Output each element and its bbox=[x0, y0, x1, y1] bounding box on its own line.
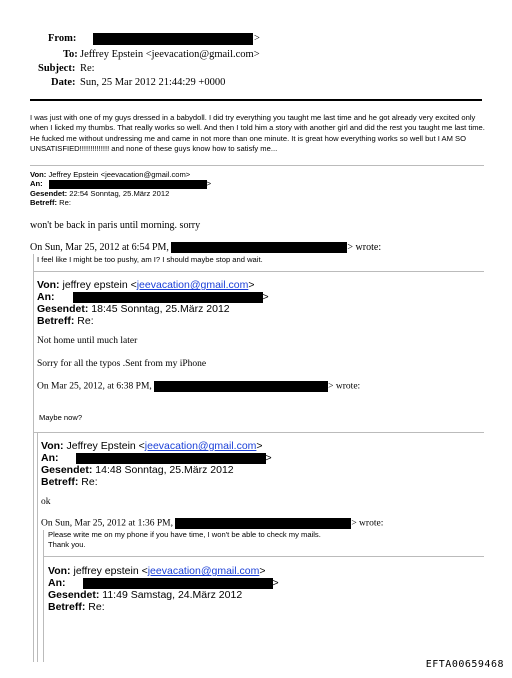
von-label: Von: bbox=[30, 170, 47, 179]
an-suffix: > bbox=[262, 291, 269, 303]
von-suffix: > bbox=[248, 279, 255, 291]
email-link[interactable]: jeevacation@gmail.com bbox=[144, 440, 257, 452]
quote-bar bbox=[37, 433, 38, 662]
from-suffix: > bbox=[254, 33, 260, 44]
von-value: Jeffrey Epstein <jeevacation@gmail.com> bbox=[48, 170, 191, 179]
quoted-line: Thank you. bbox=[48, 540, 86, 549]
reply2-quote-line bbox=[37, 381, 360, 392]
header-divider bbox=[30, 99, 482, 101]
date-label: Date: bbox=[51, 77, 76, 88]
quote-prefix: On Sun, Mar 25, 2012 at 6:54 PM, bbox=[30, 242, 169, 253]
an-label: An: bbox=[48, 577, 66, 589]
gesendet-value: 14:48 Sonntag, 25.März 2012 bbox=[95, 464, 234, 476]
redaction-block bbox=[73, 292, 263, 303]
reply2-header bbox=[37, 279, 269, 327]
betreff-label: Betreff: bbox=[30, 198, 58, 208]
subject-value: Re: bbox=[80, 63, 95, 74]
an-label: An: bbox=[41, 452, 59, 464]
reply2-quoted: Maybe now? bbox=[39, 413, 83, 422]
redaction-block bbox=[76, 453, 266, 464]
to-value: Jeffrey Epstein <jeevacation@gmail.com> bbox=[80, 49, 260, 60]
gesendet-label: Gesendet: bbox=[41, 464, 93, 476]
von-label: Von: bbox=[41, 440, 64, 452]
reply3-quote-line bbox=[41, 518, 383, 529]
quoted-line: Please write me on my phone if you have time, I won't be able to check my mails. bbox=[48, 530, 321, 539]
an-suffix: > bbox=[272, 577, 279, 589]
an-suffix: > bbox=[265, 452, 272, 464]
reply3-header bbox=[41, 440, 272, 488]
gesendet-value: 22:54 Sonntag, 25.März 2012 bbox=[69, 188, 170, 198]
betreff-value: Re: bbox=[81, 476, 98, 488]
betreff-value: Re: bbox=[88, 601, 105, 613]
divider bbox=[34, 432, 484, 433]
betreff-label: Betreff: bbox=[37, 315, 75, 327]
gesendet-label: Gesendet: bbox=[30, 188, 68, 198]
document-id: EFTA00659468 bbox=[425, 659, 504, 670]
an-label: An: bbox=[37, 291, 55, 303]
gesendet-value: 11:49 Samstag, 24.März 2012 bbox=[102, 589, 243, 601]
reply1-body: won't be back in paris until morning. sorry bbox=[30, 220, 201, 231]
von-label: Von: bbox=[48, 565, 71, 577]
redaction-block bbox=[175, 518, 351, 529]
betreff-value: Re: bbox=[59, 198, 71, 208]
to-label: To: bbox=[63, 49, 78, 60]
from-label: From: bbox=[48, 33, 77, 44]
divider bbox=[34, 271, 484, 272]
von-suffix: > bbox=[259, 565, 266, 577]
von-label: Von: bbox=[37, 279, 60, 291]
email-link[interactable]: jeevacation@gmail.com bbox=[147, 565, 260, 577]
reply3-body: ok bbox=[41, 497, 51, 507]
quote-prefix: On Mar 25, 2012, at 6:38 PM, bbox=[37, 381, 152, 392]
von-prefix: jeffrey epstein < bbox=[73, 565, 148, 577]
von-prefix: Jeffrey Epstein < bbox=[66, 440, 145, 452]
betreff-label: Betreff: bbox=[41, 476, 79, 488]
redaction-block bbox=[171, 242, 347, 253]
redaction-block bbox=[154, 381, 328, 392]
gesendet-value: 18:45 Sonntag, 25.März 2012 bbox=[91, 303, 230, 315]
message-body: I was just with one of my guys dressed in a babydoll. I did try everything you taught me last time and he got already very excited only when I licked my thumbs. That really works so well. And then I told him a story with another girl and did the rest you taught me last time. He fucked me without undressing me and came in not more than one minute. It is great how everything works so well but I AM SO UNSATISFIED!!!!!!!!!!!!!! and none of these guys know how to satisfy me... bbox=[30, 113, 485, 153]
quote-bar bbox=[33, 254, 34, 662]
date-value: Sun, 25 Mar 2012 21:44:29 +0000 bbox=[80, 77, 226, 88]
divider bbox=[30, 165, 484, 166]
gesendet-label: Gesendet: bbox=[48, 589, 100, 601]
betreff-value: Re: bbox=[77, 315, 94, 327]
betreff-label: Betreff: bbox=[48, 601, 86, 613]
reply4-header bbox=[48, 565, 279, 613]
reply1-header bbox=[30, 170, 211, 207]
subject-label: Subject: bbox=[38, 63, 76, 74]
reply3-quoted bbox=[48, 530, 321, 550]
redaction-block bbox=[49, 180, 207, 189]
von-prefix: jeffrey epstein < bbox=[62, 279, 137, 291]
an-label: An: bbox=[30, 179, 43, 189]
quote-prefix: On Sun, Mar 25, 2012 at 1:36 PM, bbox=[41, 518, 173, 529]
quote-suffix: > wrote: bbox=[347, 242, 382, 253]
an-suffix: > bbox=[206, 179, 212, 189]
email-link[interactable]: jeevacation@gmail.com bbox=[136, 279, 249, 291]
divider bbox=[44, 556, 484, 557]
reply1-quote-line bbox=[30, 242, 381, 253]
quote-suffix: > wrote: bbox=[351, 518, 384, 529]
von-suffix: > bbox=[256, 440, 263, 452]
reply1-quoted: I feel like I might be too pushy, am I? I should maybe stop and wait. bbox=[37, 255, 263, 264]
reply2-body2: Sorry for all the typos .Sent from my iPhone bbox=[37, 359, 207, 369]
reply2-body1: Not home until much later bbox=[37, 336, 138, 346]
quote-bar bbox=[43, 530, 44, 662]
gesendet-label: Gesendet: bbox=[37, 303, 89, 315]
redaction-block bbox=[83, 578, 273, 589]
quote-suffix: > wrote: bbox=[328, 381, 361, 392]
redaction-block bbox=[93, 33, 253, 45]
